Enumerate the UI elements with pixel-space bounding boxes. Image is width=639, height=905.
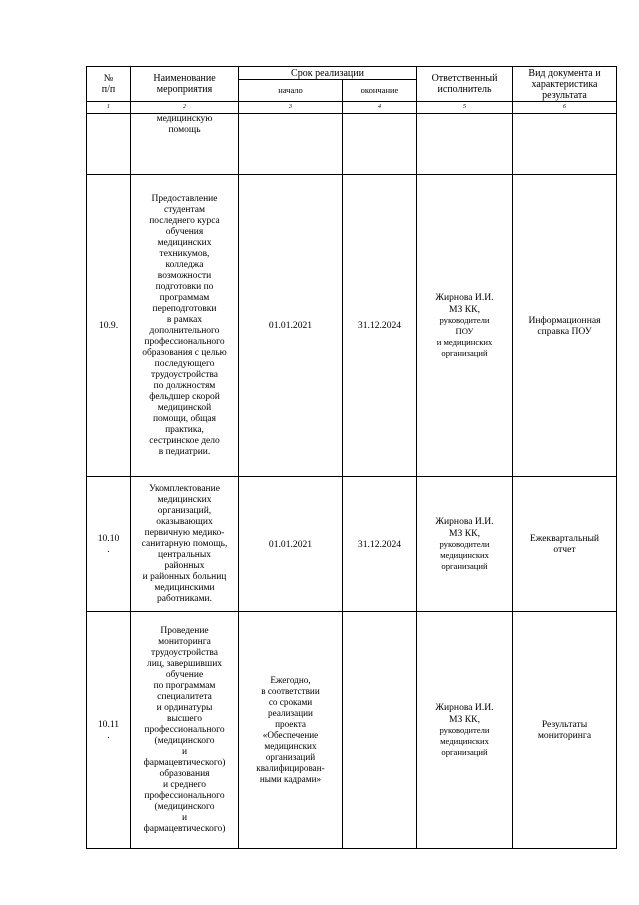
end-date: 31.12.2024 [343,477,417,612]
column-numbers-row [87,102,617,114]
event-name: Укомплектование медицинских организаций, оказывающих первичную медико- санитарную помощь, центральных районных и районных больниц медицинскими работниками. [131,477,239,612]
responsible: Жирнова И.И. МЗ КК, руководители ПОУ и медицинских организаций [417,175,513,477]
event-name: медицинскую помощь [131,114,239,175]
table-row [87,114,617,175]
responsible [417,114,513,175]
header-responsible: Ответственный исполнитель [417,67,513,102]
responsible: Жирнова И.И. МЗ КК, руководители медицинских организаций [417,612,513,849]
end-date [343,114,417,175]
header-end: окончание [343,80,417,102]
plan-table [86,66,617,849]
row-number: 10.10 . [87,477,131,612]
event-name: Проведение мониторинга трудоустройства лиц, завершивших обучение по программам специалитета и ординатуры высшего профессионального (медицинского и фармацевтического) образования и среднего профессионального (медицинского и фармацевтического) [131,612,239,849]
document-type [513,114,617,175]
column-number: 6 [513,102,617,114]
header-term: Срок реализации [239,67,417,80]
row-number: 10.9. [87,175,131,477]
header-start: начало [239,80,343,102]
start-date: Ежегодно, в соответствии со сроками реализации проекта «Обеспечение медицинских организаций квалифицирован- ными кадрами» [239,612,343,849]
header-number: № п/п [87,67,131,102]
start-date: 01.01.2021 [239,477,343,612]
start-date: 01.01.2021 [239,175,343,477]
start-date [239,114,343,175]
column-number: 2 [131,102,239,114]
table-row [87,612,617,849]
document-type: Ежеквартальный отчет [513,477,617,612]
column-number: 4 [343,102,417,114]
column-number: 1 [87,102,131,114]
document-type: Результаты мониторинга [513,612,617,849]
column-number: 5 [417,102,513,114]
header-name: Наименование мероприятия [131,67,239,102]
end-date [343,612,417,849]
end-date: 31.12.2024 [343,175,417,477]
row-number [87,114,131,175]
table-row [87,175,617,477]
column-number: 3 [239,102,343,114]
header-document: Вид документа и характеристика результата [513,67,617,102]
table-row [87,477,617,612]
document-type: Информационная справка ПОУ [513,175,617,477]
responsible: Жирнова И.И. МЗ КК, руководители медицинских организаций [417,477,513,612]
event-name: Предоставление студентам последнего курса обучения медицинских техникумов, колледжа возможности подготовки по программам переподготовки в рамках дополнительного профессионального образования с целью последующего трудоустройства по должностям фельдшер скорой медицинской помощи, общая практика, сестринское дело в педиатрии. [131,175,239,477]
row-number: 10.11 . [87,612,131,849]
